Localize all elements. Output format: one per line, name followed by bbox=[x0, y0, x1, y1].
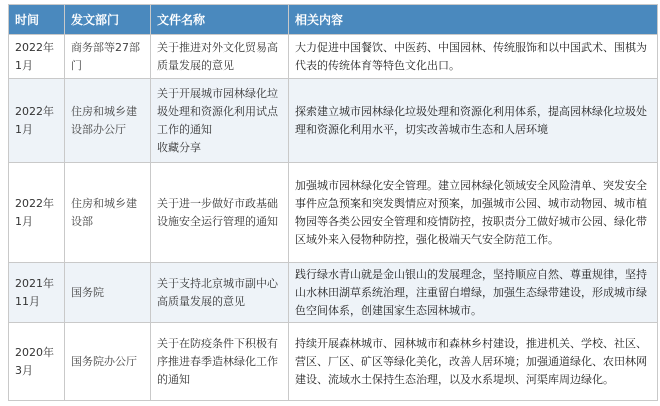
table-row bbox=[9, 323, 658, 401]
cell-time: 2022年1月 bbox=[9, 79, 65, 163]
cell-name: 关于推进对外文化贸易高质量发展的意见 bbox=[151, 35, 289, 79]
cell-dept: 商务部等27部门 bbox=[65, 35, 151, 79]
cell-dept: 住房和城乡建设部办公厅 bbox=[65, 79, 151, 163]
cell-content: 加强城市园林绿化安全管理。建立园林绿化领域安全风险清单、突发安全事件应急预案和突发舆情应对预案，加强城市公园、城市动物园、城市植物园等各类公园安全管理和疫情防控，按职责分工做好城市公园、绿化带区域外来入侵物种防控，强化极端天气安全防范工作。 bbox=[289, 163, 658, 263]
cell-name: 关于进一步做好市政基础设施安全运行管理的通知 bbox=[151, 163, 289, 263]
table-row bbox=[9, 263, 658, 323]
table-row bbox=[9, 79, 658, 163]
cell-time: 2022年1月 bbox=[9, 163, 65, 263]
table-row bbox=[9, 163, 658, 263]
header-content: 相关内容 bbox=[289, 5, 658, 35]
cell-content: 大力促进中国餐饮、中医药、中国园林、传统服饰和以中国武术、围棋为代表的传统体育等特色文化出口。 bbox=[289, 35, 658, 79]
cell-name: 关于在防疫条件下积极有序推进春季造林绿化工作的通知 bbox=[151, 323, 289, 401]
header-name: 文件名称 bbox=[151, 5, 289, 35]
cell-dept: 国务院办公厅 bbox=[65, 323, 151, 401]
cell-time: 2020年3月 bbox=[9, 323, 65, 401]
cell-time: 2022年1月 bbox=[9, 35, 65, 79]
cell-dept: 国务院 bbox=[65, 263, 151, 323]
cell-name: 关于开展城市园林绿化垃圾处理和资源化利用试点工作的通知 收藏分享 bbox=[151, 79, 289, 163]
cell-time: 2021年11月 bbox=[9, 263, 65, 323]
table-row bbox=[9, 35, 658, 79]
cell-content: 持续开展森林城市、园林城市和森林乡村建设，推进机关、学校、社区、营区、厂区、矿区等绿化美化，改善人居环境；加强通道绿化、农田林网建设、流域水土保持生态治理，以及水系堤坝、河渠库周边绿化。 bbox=[289, 323, 658, 401]
cell-content: 践行绿水青山就是金山银山的发展理念，坚持顺应自然、尊重规律，坚持山水林田湖草系统治理，注重留白增绿，加强生态绿带建设，形成城市绿色空间体系，创建国家生态园林城市。 bbox=[289, 263, 658, 323]
cell-name: 关于支持北京城市副中心高质量发展的意见 bbox=[151, 263, 289, 323]
header-time: 时间 bbox=[9, 5, 65, 35]
table-header-row bbox=[9, 5, 658, 35]
cell-dept: 住房和城乡建设部 bbox=[65, 163, 151, 263]
policy-table bbox=[8, 4, 658, 401]
cell-content: 探索建立城市园林绿化垃圾处理和资源化利用体系，提高园林绿化垃圾处理和资源化利用水平，切实改善城市生态和人居环境 bbox=[289, 79, 658, 163]
header-dept: 发文部门 bbox=[65, 5, 151, 35]
